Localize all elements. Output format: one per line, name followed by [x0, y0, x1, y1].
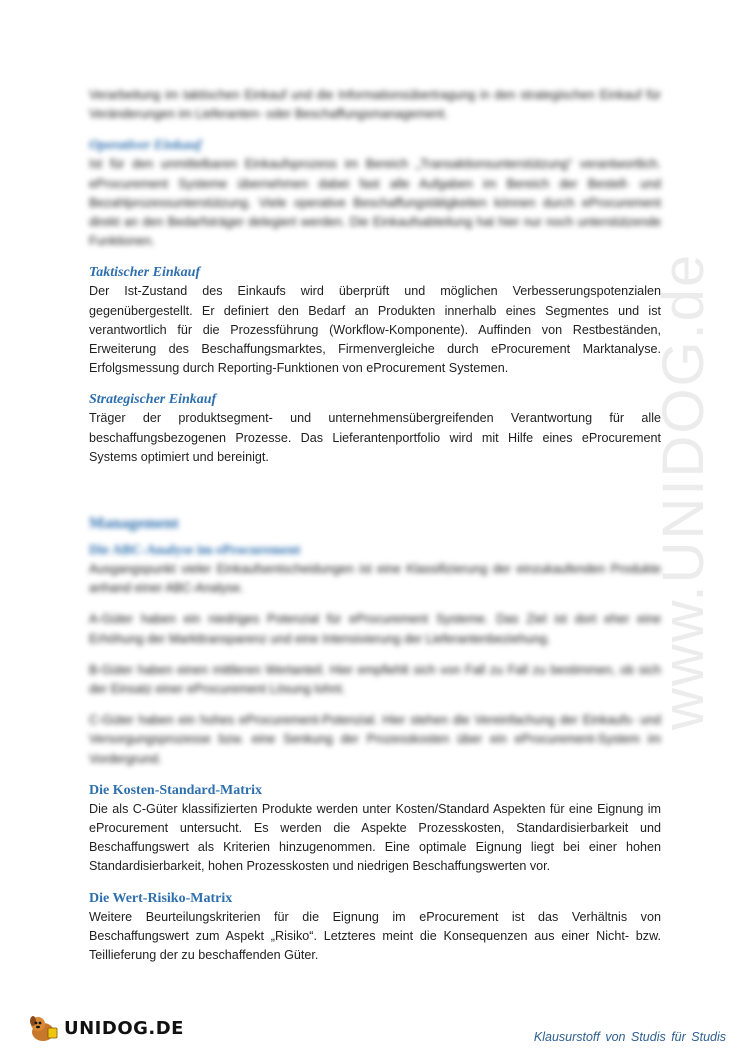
intro-section: [89, 86, 661, 124]
operative-section: [89, 136, 661, 251]
dog-mascot-icon: [26, 1012, 60, 1044]
operative-heading: Operativer Einkauf: [89, 138, 202, 154]
strategic-paragraph: Träger der produktsegment- und unternehmensübergreifenden Verantwortung für alle beschaffungsbezogenen Prozesse. Das Lieferantenportfolio wird mit Hilfe eines eProcurement Systems optimiert und bereinigt.: [89, 411, 661, 464]
footer-tagline: Klausurstoff von Studis für Studis: [533, 1030, 726, 1044]
abc-paragraph: Ausgangspunkt vieler Einkaufsentscheidungen ist eine Klassifizierung der einzukaufenden Produkte anhand einer ABC-Analyse.: [89, 562, 661, 596]
c-goods-paragraph: C-Güter haben ein hohes eProcurement-Potenzial. Hier stehen die Vereinfachung der Einkaufs- und Versorgungsprozesse bzw. eine Senkung der Prozesskosten über ein eProcurement-System im Vordergrund.: [89, 713, 661, 766]
tactical-paragraph: Der Ist-Zustand des Einkaufs wird überprüft und möglichen Verbesserungspotenzialen gegenübergestellt. Er definiert den Bedarf an Produkten innerhalb eines Segmentes und ist verantwortlich für die Prozessführung (Workflow-Komponente). Auffinden von Restbeständen, Erweiterung des Beschaffungsmarktes, Firmenvergleiche durch eProcurement Marktanalyse. Erfolgsmessung durch Reporting-Funktionen von eProcurement Systemen.: [89, 284, 661, 376]
cost-matrix-section: [89, 781, 661, 877]
management-heading: Management: [89, 515, 179, 533]
cost-matrix-heading: Die Kosten-Standard-Matrix: [89, 782, 263, 798]
document-body: [89, 86, 661, 977]
tactical-section: [89, 263, 661, 378]
risk-matrix-section: [89, 889, 661, 966]
a-goods-paragraph: A-Güter haben ein niedriges Potenzial für eProcurement Systeme. Das Ziel ist dort eher eine Erhöhung der Markttransparenz und eine Intensivierung der Lieferantenbeziehung.: [89, 612, 661, 646]
strategic-heading: Strategischer Einkauf: [89, 392, 217, 408]
intro-paragraph: Verarbeitung im taktischen Einkauf und die Informationsübertragung in den strategischen Einkauf für Veränderungen im Lieferanten- oder Beschaffungsmanagement.: [89, 88, 661, 122]
risk-matrix-heading: Die Wert-Risiko-Matrix: [89, 890, 233, 906]
b-goods-paragraph: B-Güter haben einen mittleren Wertanteil. Hier empfiehlt sich von Fall zu Fall zu bestimmen, ob sich der Einsatz einer eProcurement Lösung lohnt.: [89, 662, 661, 697]
management-section: [89, 513, 661, 769]
tactical-heading: Taktischer Einkauf: [89, 265, 201, 281]
risk-matrix-paragraph: Weitere Beurteilungskriterien für die Eignung im eProcurement ist das Verhältnis von Beschaffungswert zum Aspekt „Risiko“. Letzteres meint die Konsequenzen aus einer Nicht- bzw. Teillieferung der zu beschaffenden Güter.: [89, 909, 661, 963]
abc-heading: Die ABC-Analyse im eProcurement: [89, 543, 301, 559]
operative-paragraph: Ist für den unmittelbaren Einkaufsprozess im Bereich „Transaktionsunterstützung“ verantwortlich. eProcurement Systeme übernehmen dabei fast alle Aufgaben im Bereich der Bestell- und Bezahlprozessunterstützung. Viele operative Beschaffungstätigkeiten können durch eProcurement direkt an den Bedarfsträger delegiert werden. Die Einkaufsabteilung hat hier nur noch unterstützende Funktionen.: [89, 157, 661, 249]
strategic-section: [89, 390, 661, 467]
cost-matrix-paragraph: Die als C-Güter klassifizierten Produkte werden unter Kosten/Standard Aspekten für eine Eignung im eProcurement untersucht. Es werden die Aspekte Prozesskosten, Standardisierbarkeit und Beschaffungswert als Kriterien hinzugenommen. Eine optimale Eignung liegt bei einer hohen Standardisierbarkeit, hohen Prozesskosten und niedrigen Beschaffungswerten vor.: [89, 801, 661, 874]
unidog-logo[interactable]: [26, 1012, 184, 1044]
watermark-text: www.UNIDOG.de: [651, 252, 716, 730]
logo-text: UNIDOG.DE: [64, 1017, 184, 1039]
